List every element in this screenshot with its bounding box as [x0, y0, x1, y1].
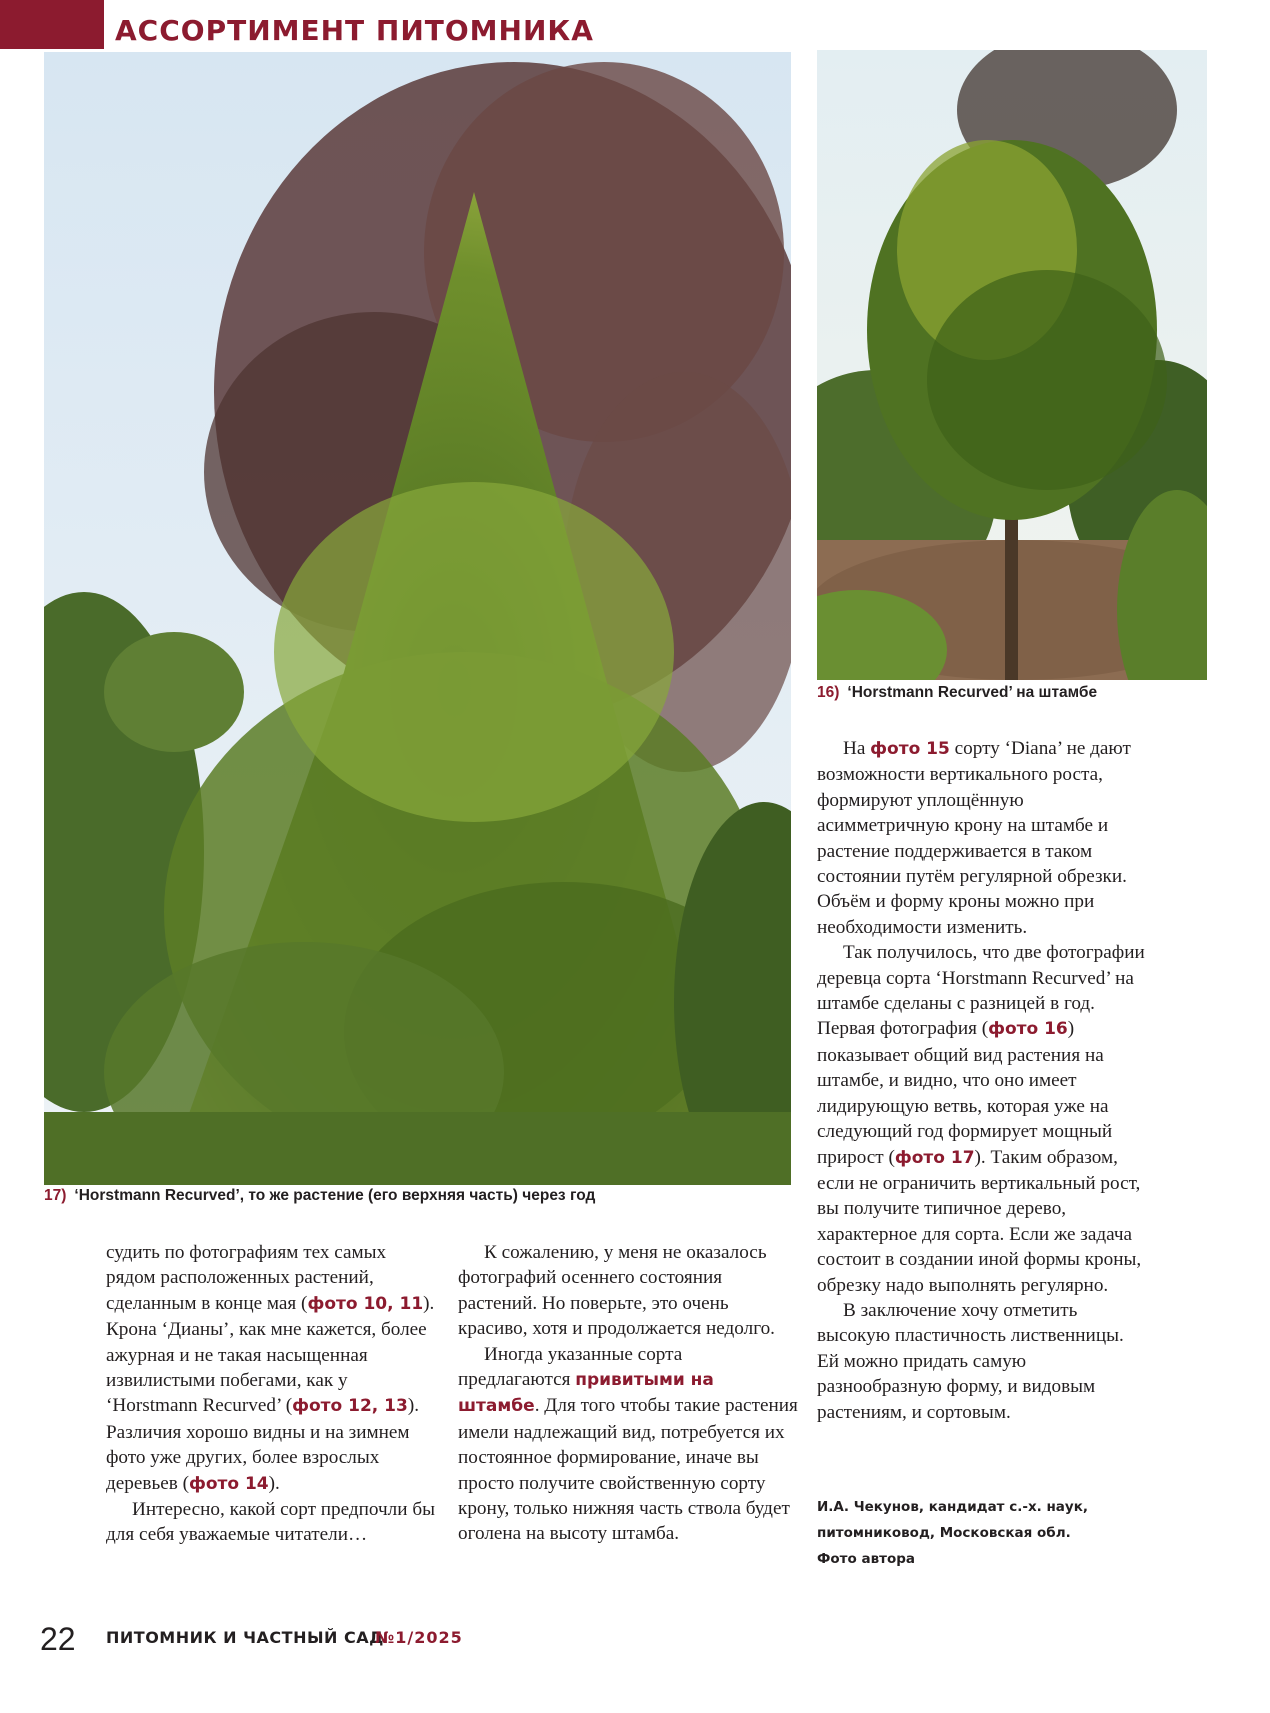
photo-reference: фото 15: [870, 739, 950, 759]
text-column-2: [458, 1240, 798, 1547]
author-role: питомниковод, Московская обл.: [817, 1525, 1071, 1541]
magazine-name: ПИТОМНИК И ЧАСТНЫЙ САД: [106, 1628, 384, 1647]
text-column-1: [106, 1240, 436, 1548]
section-title: АССОРТИМЕНТ ПИТОМНИКА: [115, 14, 594, 47]
paragraph: Интересно, какой сорт предпочли бы для себя уважаемые читатели…: [106, 1499, 435, 1546]
photo-reference: фото 17: [894, 1147, 975, 1168]
photo-16-standard-tree: [817, 50, 1207, 680]
text-run: . Для того чтобы такие растения имели надлежащий вид, потребуется их постоянное формирование, иначе вы просто получите свойственную сорту крону, только нижняя часть ствола будет оголена на высоту штамба.: [458, 1395, 798, 1545]
photo-reference: фото 16: [988, 1019, 1068, 1040]
highlighted-phrase: привитыми на штамбе: [458, 1370, 714, 1417]
text-run: Так получилось, что две фотографии деревца сорта ‘Horstmann Recurved’ на штамбе сделаны с разницей в год. Первая фотография (: [817, 942, 1145, 1040]
photo-16-caption: [817, 684, 1097, 702]
text-run: ). Различия хорошо видны и на зимнем фото уже других, более взрослых деревьев (: [106, 1395, 420, 1494]
caption-text: ‘Horstmann Recurved’ на штамбе: [847, 684, 1098, 701]
text-run: судить по фотографиям тех самых рядом расположенных растений, сделанным в конце мая (: [106, 1242, 387, 1314]
paragraph: [458, 1342, 798, 1547]
photo-reference: фото 14: [188, 1473, 269, 1494]
text-run: сорту ‘Diana’ не дают возможности вертикального роста, формируют уплощённую асимметричную крону на штамбе и растение поддерживается в таком состоянии путём регулярной обрезки. Объём и форму кроны можно при необходимости изменить.: [817, 738, 1131, 938]
issue-number: №1/2025: [375, 1628, 463, 1647]
text-column-3: [817, 736, 1147, 1425]
text-run: ) показывает общий вид растения на штамбе, и видно, что оно имеет лидирующую ветвь, которая уже на следующий год формирует мощный прирост (: [817, 1018, 1113, 1168]
text-run: ). Таким образом, если не ограничить вертикальный рост, вы получите типичное дерево, характерное для сорта. Если же задача состоит в создании иной формы кроны, обрезку надо выполнять регулярно.: [817, 1146, 1142, 1296]
text-run: ).: [268, 1472, 280, 1494]
paragraph: [817, 940, 1147, 1298]
paragraph: В заключение хочу отметить высокую пластичность лиственницы. Ей можно придать самую разнообразную форму, и видовым растениям, и сортовым.: [817, 1299, 1124, 1423]
caption-number: 17): [44, 1187, 67, 1204]
author-name: И.А. Чекунов, кандидат с.-х. наук,: [817, 1499, 1089, 1515]
photo-17-larch-tree: [44, 52, 791, 1185]
photo-17-caption: [44, 1187, 595, 1205]
text-run: На: [843, 738, 871, 759]
caption-number: 16): [817, 684, 840, 701]
page-number: 22: [40, 1621, 76, 1657]
paragraph: [817, 736, 1147, 940]
photo-reference: фото 12, 13: [292, 1396, 408, 1417]
header-accent-block: [0, 0, 104, 49]
text-run: ). Крона ‘Дианы’, как мне кажется, более ажурная и не такая насыщенная извилистыми побегами, как у ‘Horstmann Recurved’ (: [106, 1292, 435, 1417]
photo-credit: Фото автора: [817, 1551, 915, 1567]
paragraph: [106, 1240, 436, 1497]
text-run: Иногда указанные сорта предлагаются: [458, 1343, 683, 1391]
paragraph: К сожалению, у меня не оказалось фотографий осеннего состояния растений. Но поверьте, это очень красиво, хотя и продолжается недолго.: [458, 1242, 775, 1340]
photo-reference: фото 10, 11: [307, 1293, 424, 1314]
author-credit: [817, 1494, 1197, 1572]
caption-text: ‘Horstmann Recurved’, то же растение (его верхняя часть) через год: [74, 1187, 596, 1204]
